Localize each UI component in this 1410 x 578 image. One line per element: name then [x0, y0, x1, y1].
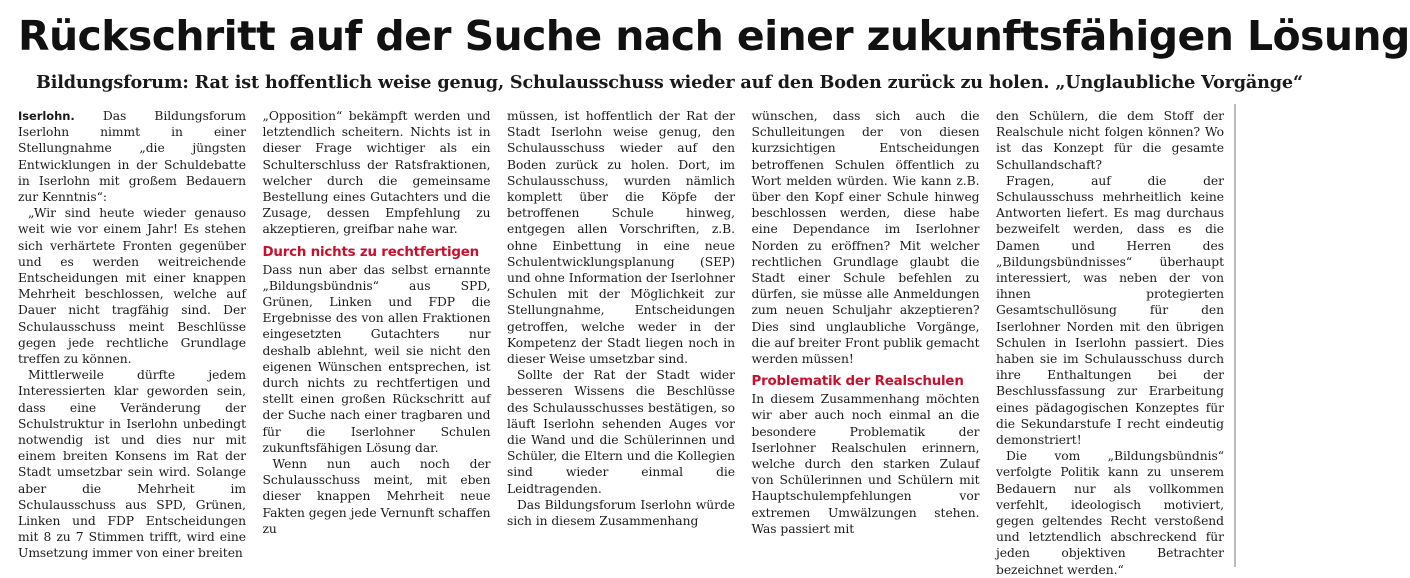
section-heading: Durch nichts zu rechtfertigen [262, 244, 479, 260]
text-column-1 [18, 108, 246, 564]
paragraph: In diesem Zusammenhang möchten wir aber auch noch einmal an die besondere Problematik der Iserlohner Realschulen erinnern, welche durch den starken Zulauf von Schülerinnen und Schülern mit Hauptschulempfehlungen vor extremen Umwälzungen stehen. Was passiert mit [751, 392, 980, 536]
paragraph: Das Bildungsforum Iserlohn würde sich in diesem Zusammenhang [507, 497, 735, 529]
paragraph: Sollte der Rat der Stadt wider besseren Wissens die Beschlüsse des Schulausschusses bestätigen, so läuft Iserlohn sehenden Auges vor die Wand und die Schülerinnen und Schüler, die Eltern und die Kollegien sind wieder einmal die Leidtragenden. [507, 368, 735, 496]
paragraph: „Opposition“ bekämpft werden und letztendlich scheitern. Nichts ist in dieser Frage wichtiger als ein Schulterschluss der Ratsfraktionen, welcher durch die gemeinsame Bestellung eines Gutachters und die Zusage, dessen Empfehlung zu akzeptieren, greifbar nahe war. [262, 109, 491, 237]
paragraph: müssen, ist hoffentlich der Rat der Stadt Iserlohn weise genug, den Schulausschuss wieder auf den Boden zurück zu holen. Dort, im Schulausschuss, wurden nämlich komplett über die Köpfe der betroffenen Schule hinweg, entgegen allen Vorschriften, z.B. ohne Einbettung in eine neue Schulentwicklungsplanung (SEP) und ohne Information der Iserlohner Schulen mit der Möglichkeit zur Stellungnahme, Entscheidungen getroffen, welche weder in der Kompetenz der Stadt liegen noch in dieser Weise umsetzbar sind. [507, 109, 735, 367]
paragraph: Dass nun aber das selbst ernannte „Bildungsbündnis“ aus SPD, Grünen, Linken und FDP die Ergebnisse des von allen Fraktionen eingesetzten Gutachters nur deshalb ablehnt, weil sie nicht den eigenen Wünschen entsprechen, ist durch nichts zu rechtfertigen und stellt einen großen Rückschritt auf der Suche nach einer tragbaren und für die Iserlohner Schulen zukunftsfähigen Lösung dar. [262, 262, 491, 455]
article-body [18, 108, 1224, 577]
article-subheadline: Bildungsforum: Rat ist hoffentlich weise genug, Schulausschuss wieder auf den Boden zurück zu holen. „Unglaubliche Vorgänge“ [36, 72, 1303, 93]
paragraph [18, 108, 246, 205]
text-column-5 [996, 108, 1224, 577]
paragraph: „Wir sind heute wieder genauso weit wie vor einem Jahr! Es stehen sich verhärtete Fronten gegenüber und es werden weitreichende Entscheidungen mit einer knappen Mehrheit beschlossen, welche auf Dauer nicht tragfähig sind. Der Schulausschuss meint Beschlüsse gegen jede rechtliche Grundlage treffen zu können. [18, 206, 246, 367]
paragraph: den Schülern, die dem Stoff der Realschule nicht folgen können? Wo ist das Konzept für die gesamte Schullandschaft? [996, 109, 1224, 172]
paragraph: wünschen, dass sich auch die Schulleitungen der von diesen kurzsichtigen Entscheidungen betroffenen Schulen öffentlich zu Wort melden würden. Wie kann z.B. über den Kopf einer Schule hinweg beschlossen werden, diese habe eine Dependance im Iserlohner Norden zu eröffnen? Mit welcher rechtlichen Grundlage glaubt die Stadt einer Schule befehlen zu dürfen, sie müsse alle Anmeldungen zum neuen Schuljahr akzeptieren? Dies sind unglaubliche Vorgänge, die auf breiter Front publik gemacht werden müssen! [751, 109, 980, 367]
section-heading: Problematik der Realschulen [751, 374, 964, 390]
text-column-3 [507, 108, 735, 564]
paragraph: Fragen, auf die der Schulausschuss mehrheitlich keine Antworten liefert. Es mag durchaus bezweifelt werden, dass es die Damen und Herren des „Bildungsbündnisses“ überhaupt interessiert, was neben der von ihnen protegierten Gesamtschullösung für den Iserlohner Norden mit den übrigen Schulen in Iserlohn passiert. Dies haben sie im Schulausschuss durch ihre Enthaltungen bei der Beschlussfassung zur Erarbeitung eines pädagogischen Konzeptes für die Sekundarstufe I recht eindeutig demonstriert! [996, 173, 1224, 448]
paragraph-text: Das Bildungsforum Iserlohn nimmt in einer Stellungnahme „die jüngsten Entwicklungen in der Schuldebatte in Iserlohn mit großem Bedauern zur Kenntnis“: [18, 109, 246, 205]
column-rule [1234, 104, 1236, 567]
dateline: Iserlohn. [18, 109, 75, 123]
paragraph: Wenn nun auch noch der Schulausschuss meint, mit eben dieser knappen Mehrheit neue Fakten gegen jede Vernunft schaffen zu [262, 457, 491, 536]
paragraph: Die vom „Bildungsbündnis“ verfolgte Politik kann zu unserem Bedauern nur als vollkommen verfehlt, ideologisch motiviert, gegen geltendes Recht verstoßend und letztendlich abschreckend für jeden objektiven Betrachter bezeichnet werden.“ [996, 449, 1224, 577]
article-headline: Rückschritt auf der Suche nach einer zukunftsfähigen Lösung [18, 12, 1410, 60]
paragraph: Mittlerweile dürfte jedem Interessierten klar geworden sein, dass eine Veränderung der Schulstruktur in Iserlohn unbedingt notwendig ist und dies nur mit einem breiten Konsens im Rat der Stadt umsetzbar sein wird. Solange aber die Mehrheit im Schulausschuss aus SPD, Grünen, Linken und FDP Entscheidungen mit 8 zu 7 Stimmen trifft, wird eine Umsetzung immer von einer breiten [18, 368, 246, 561]
text-column-4 [752, 108, 980, 564]
text-column-2 [263, 108, 491, 564]
